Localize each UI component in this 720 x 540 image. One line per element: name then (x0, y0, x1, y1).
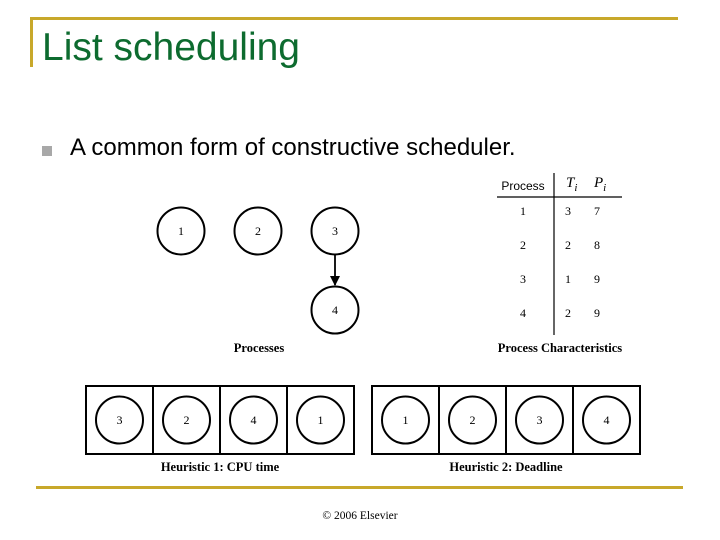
heuristic2-caption: Heuristic 2: Deadline (449, 460, 563, 474)
row-p: 8 (594, 238, 600, 252)
heuristic2-slot-label: 3 (536, 413, 543, 427)
heuristic1-slot-label: 1 (317, 413, 324, 427)
process-graph (158, 208, 359, 356)
row-process: 1 (520, 204, 526, 218)
process-node-label: 1 (178, 224, 184, 238)
row-p: 9 (594, 306, 600, 320)
heuristic2-schedule (372, 386, 640, 474)
processes-caption: Processes (233, 341, 285, 355)
heuristic1-slot-label: 4 (250, 413, 257, 427)
heuristic2-slot-label: 2 (469, 413, 476, 427)
row-t: 2 (565, 306, 571, 320)
row-process: 4 (520, 306, 526, 320)
header-process: Process (501, 179, 545, 193)
characteristics-table (497, 173, 622, 355)
heuristic2-slot-label: 4 (603, 413, 610, 427)
row-p: 9 (594, 272, 600, 286)
heuristic2-slot-label: 1 (402, 413, 409, 427)
process-node-label: 3 (332, 224, 338, 238)
characteristics-caption: Process Characteristics (497, 341, 623, 355)
row-p: 7 (594, 204, 600, 218)
heuristic1-slot-label: 2 (183, 413, 190, 427)
process-node-label: 4 (332, 303, 338, 317)
row-process: 3 (520, 272, 526, 286)
row-process: 2 (520, 238, 526, 252)
heuristic1-schedule (86, 386, 354, 474)
row-t: 1 (565, 272, 571, 286)
row-t: 3 (565, 204, 571, 218)
header-p: $P_i$ (594, 175, 607, 194)
bullet-text: A common form of constructive scheduler. (70, 134, 516, 161)
slide-title: List scheduling (42, 26, 300, 69)
heuristic1-slot-label: 3 (116, 413, 123, 427)
heuristic1-caption: Heuristic 1: CPU time (160, 460, 280, 474)
header-t: $T_i$ (566, 175, 578, 194)
copyright-notice: © 2006 Elsevier (322, 510, 398, 522)
row-t: 2 (565, 238, 571, 252)
process-node-label: 2 (255, 224, 261, 238)
